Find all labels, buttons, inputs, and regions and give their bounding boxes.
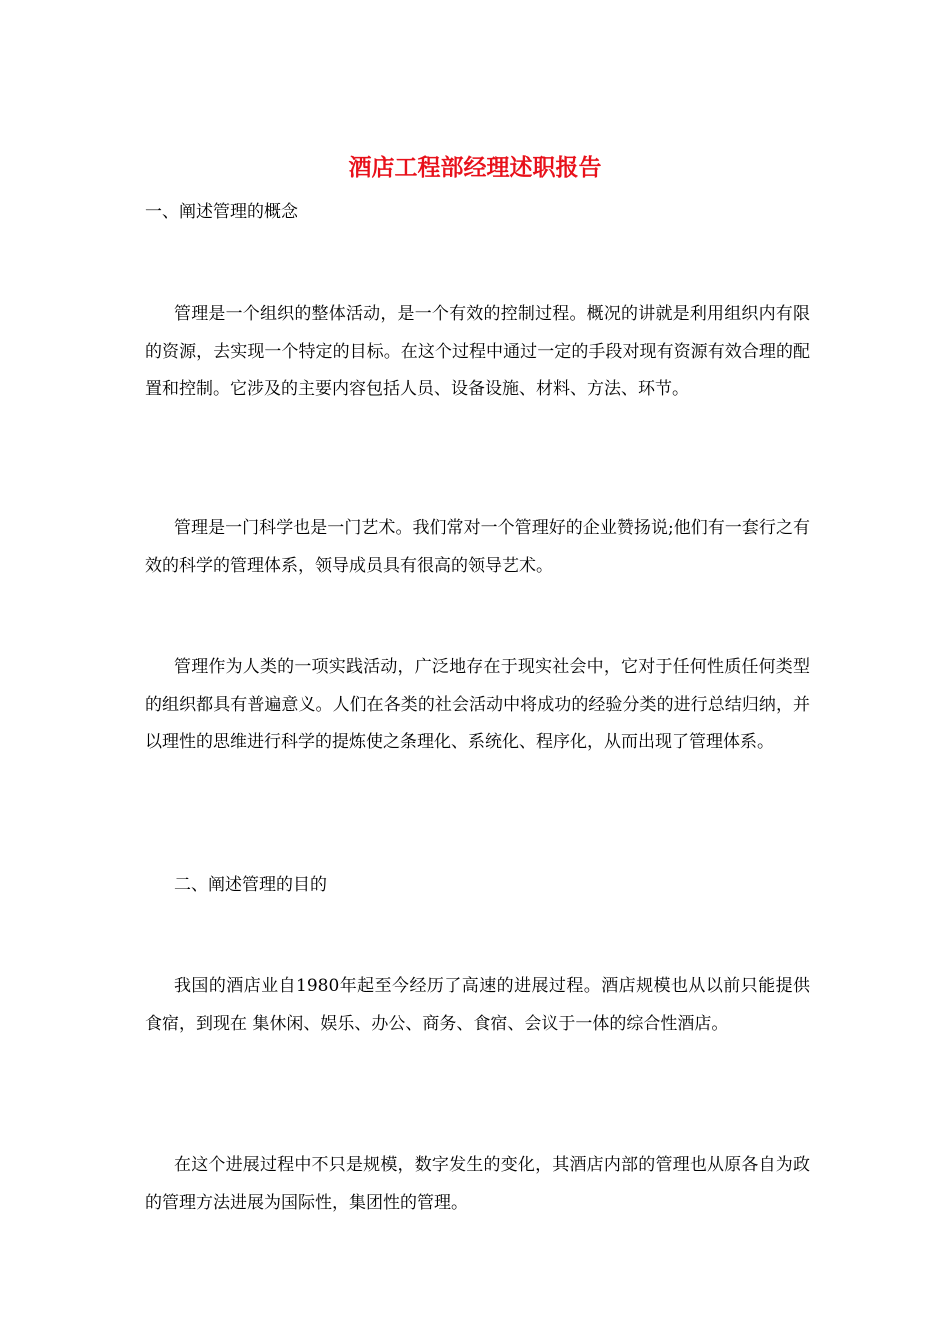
section-heading-2: 二、阐述管理的目的 xyxy=(174,875,327,895)
document-title: 酒店工程部经理述职报告 xyxy=(348,154,602,181)
paragraph-1: 管理是一个组织的整体活动，是一个有效的控制过程。概况的讲就是利用组织内有限的资源，去实现一个特定的目标。在这个过程中通过一定的手段对现有资源有效合理的配置和控制。它涉及的主要内容包括人员、设备设施、材料、方法、环节。 xyxy=(145,304,810,399)
paragraph-2: 管理是一门科学也是一门艺术。我们常对一个管理好的企业赞扬说;他们有一套行之有效的科学的管理体系，领导成员具有很高的领导艺术。 xyxy=(145,518,810,576)
paragraph-5: 在这个进展过程中不只是规模，数字发生的变化，其酒店内部的管理也从原各自为政的管理方法进展为国际性，集团性的管理。 xyxy=(145,1155,810,1213)
paragraph-3: 管理作为人类的一项实践活动，广泛地存在于现实社会中，它对于任何性质任何类型的组织都具有普遍意义。人们在各类的社会活动中将成功的经验分类的进行总结归纳，并以理性的思维进行科学的提炼使之条理化、系统化、程序化，从而出现了管理体系。 xyxy=(145,657,810,752)
paragraph-4: 我国的酒店业自1980年起至今经历了高速的进展过程。酒店规模也从以前只能提供食宿，到现在 集休闲、娱乐、办公、商务、食宿、会议于一体的综合性酒店。 xyxy=(145,976,810,1034)
section-heading-1: 一、阐述管理的概念 xyxy=(145,202,298,222)
